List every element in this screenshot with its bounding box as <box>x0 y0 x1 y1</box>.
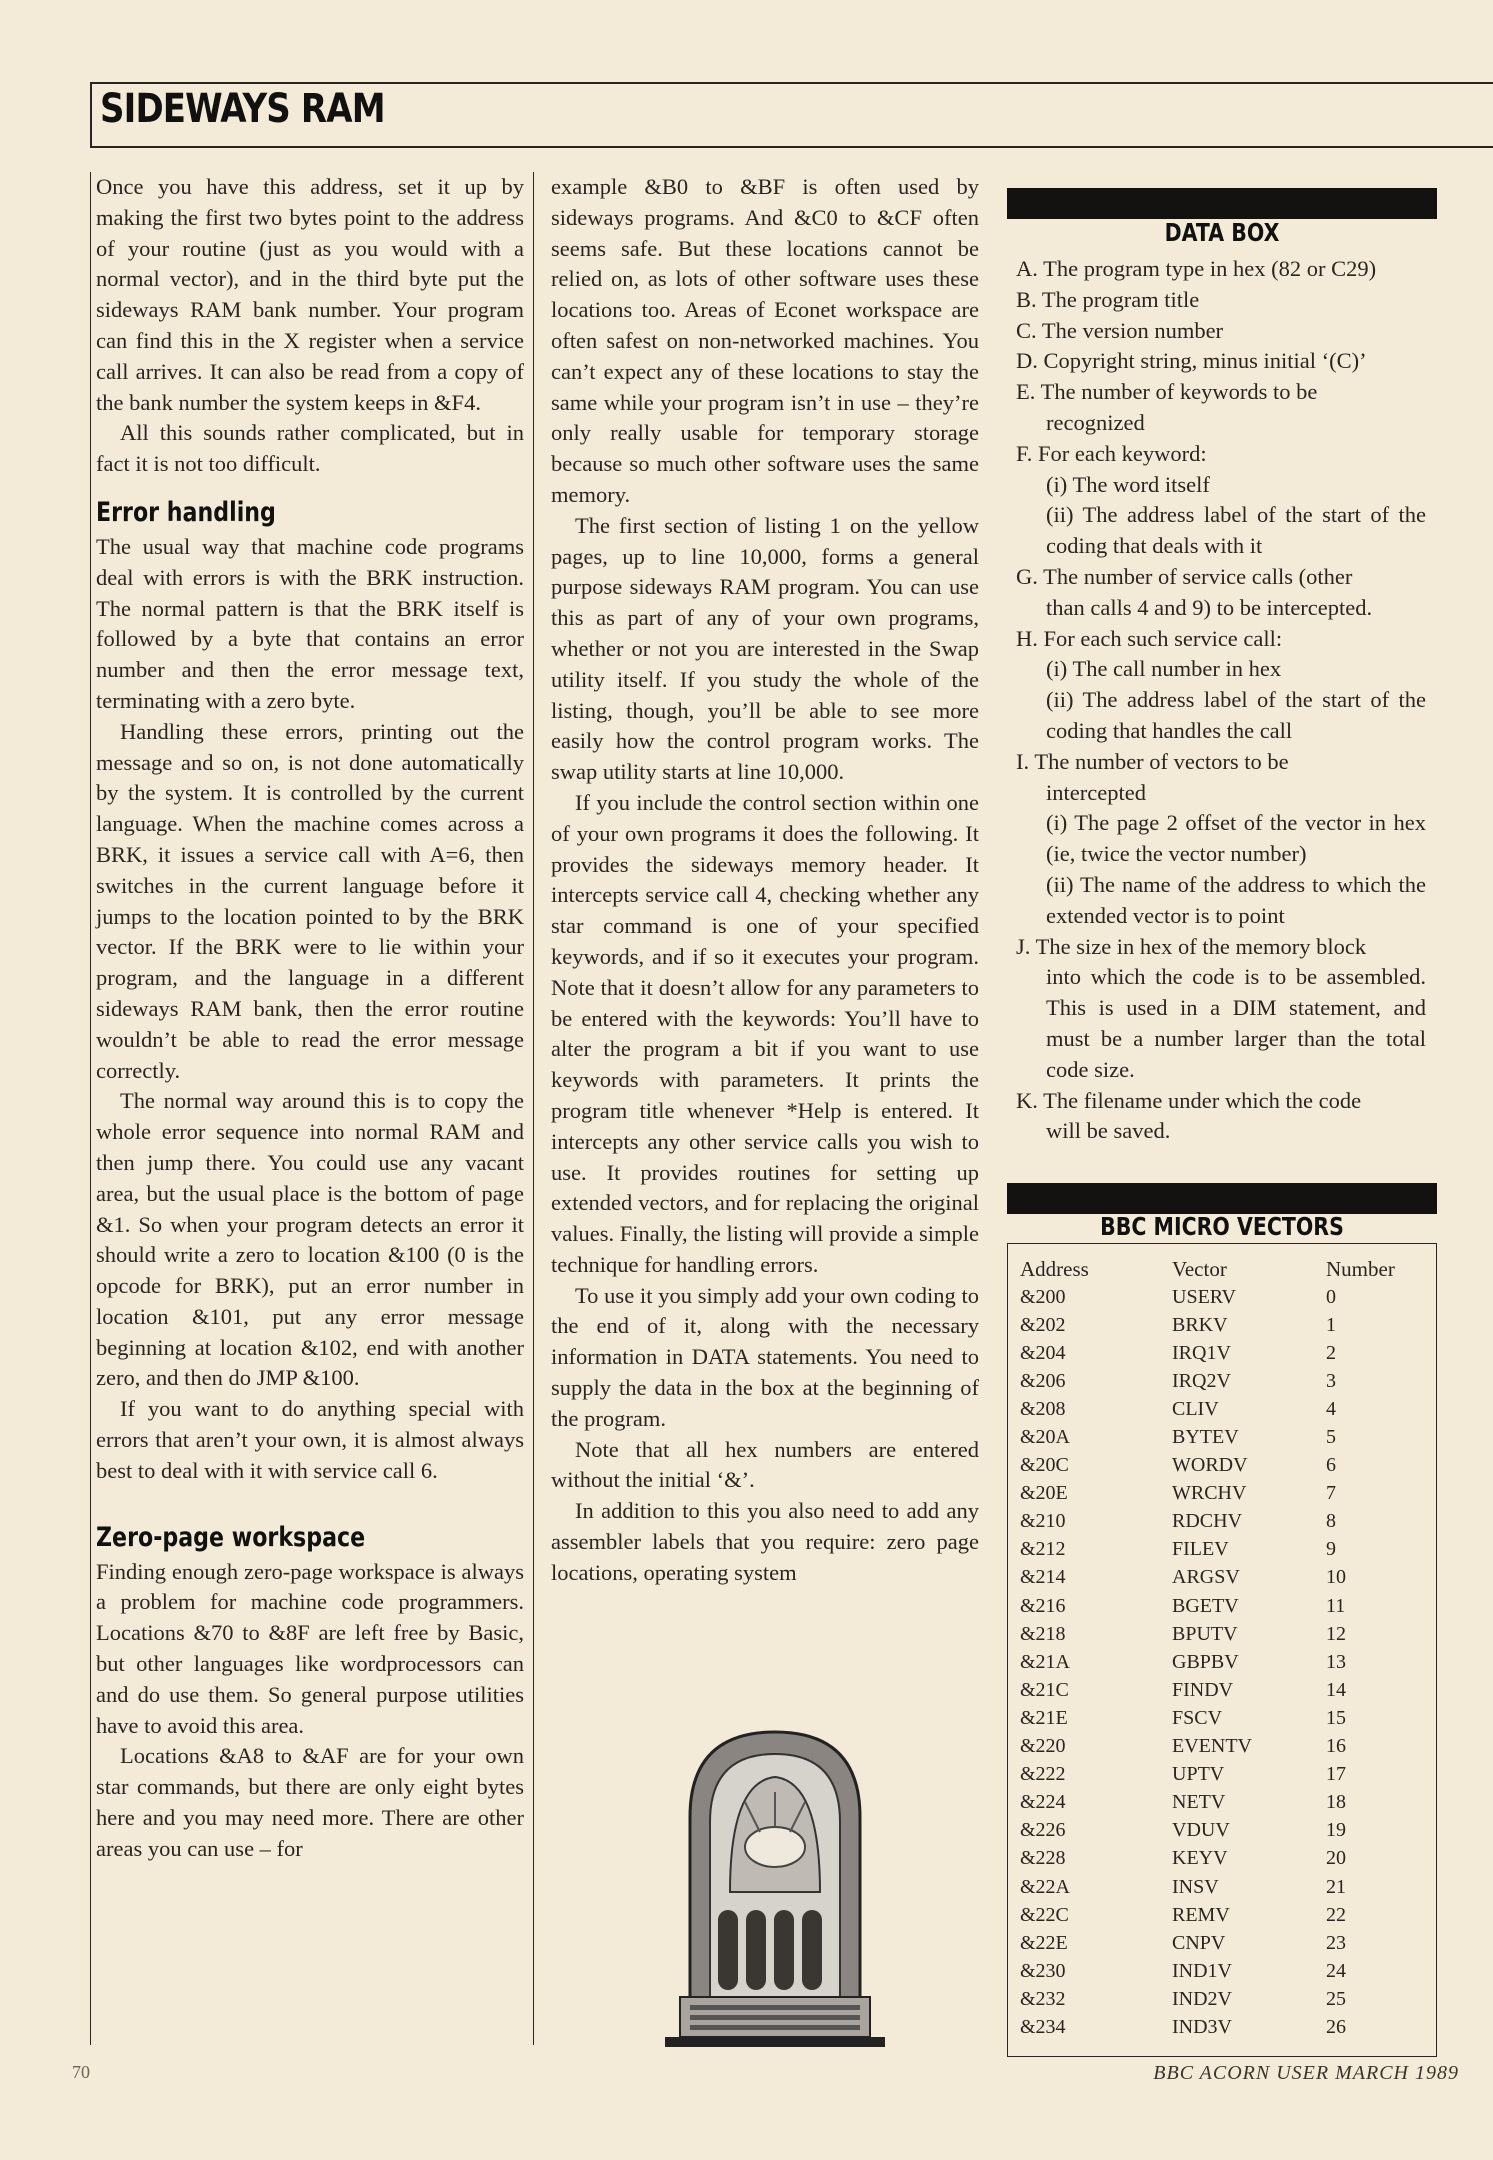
vector-number: 8 <box>1326 1510 1336 1533</box>
databox-item-f-i: (i) The word itself <box>1046 471 1210 497</box>
vector-row <box>1020 1957 1420 1985</box>
vector-number: 5 <box>1326 1426 1336 1449</box>
vector-name: IRQ1V <box>1172 1341 1231 1364</box>
vector-address: &230 <box>1020 1959 1066 1982</box>
vector-row <box>1020 1592 1420 1620</box>
vector-number: 22 <box>1326 1903 1346 1926</box>
vector-number: 14 <box>1326 1678 1346 1701</box>
vector-address: &214 <box>1020 1566 1066 1589</box>
vector-number: 23 <box>1326 1931 1346 1954</box>
jukebox-illustration <box>660 1722 890 2052</box>
vector-number: 16 <box>1326 1735 1346 1758</box>
vector-address: &21E <box>1020 1706 1068 1729</box>
vector-address: &200 <box>1020 1285 1066 1308</box>
header-number: Number <box>1326 1256 1395 1281</box>
vector-address: &232 <box>1020 1987 1066 2010</box>
vector-name: RDCHV <box>1172 1510 1243 1533</box>
paragraph: To use it you simply add your own coding to the end of it, along with the necessary information in DATA statements. You need to supply the data in the box at the beginning of the program. <box>551 1282 979 1431</box>
page-number: 70 <box>72 2062 90 2082</box>
databox-item-g: G. The number of service calls (other <box>1016 563 1353 589</box>
databox-heading: DATA BOX <box>1164 218 1280 247</box>
vector-row <box>1020 1283 1420 1311</box>
vector-address: &21A <box>1020 1650 1070 1673</box>
vector-number: 3 <box>1326 1369 1336 1392</box>
vectors-header-row <box>1020 1255 1420 1283</box>
databox-item-j: J. The size in hex of the memory block <box>1016 933 1367 959</box>
vector-address: &22A <box>1020 1875 1070 1898</box>
publication-footer: BBC ACORN USER MARCH 1989 <box>1153 2062 1459 2084</box>
databox-item-h-ii: (ii) The address label of the start of the coding that handles the call <box>1046 687 1426 743</box>
databox-item-k: K. The filename under which the code <box>1016 1087 1362 1113</box>
vector-name: USERV <box>1172 1285 1236 1308</box>
vector-number: 25 <box>1326 1987 1346 2010</box>
vector-row <box>1020 1452 1420 1480</box>
vector-row <box>1020 1536 1420 1564</box>
vector-address: &226 <box>1020 1819 1066 1842</box>
header-side-bar <box>90 82 92 148</box>
vector-name: GBPBV <box>1172 1650 1239 1673</box>
vector-name: CLIV <box>1172 1397 1219 1420</box>
vector-row <box>1020 1367 1420 1395</box>
databox-item-k-cont: will be saved. <box>1046 1118 1171 1144</box>
column-1 <box>96 172 524 1865</box>
vector-name: NETV <box>1172 1791 1226 1814</box>
vector-row <box>1020 1395 1420 1423</box>
databox-item-i-cont: intercepted <box>1046 779 1146 805</box>
databox-item-h: H. For each such service call: <box>1016 625 1283 651</box>
vector-row <box>1020 1901 1420 1929</box>
vector-number: 9 <box>1326 1538 1336 1561</box>
databox-item-c: C. The version number <box>1016 317 1224 343</box>
vector-name: KEYV <box>1172 1847 1228 1870</box>
vector-row <box>1020 1508 1420 1536</box>
vector-address: &208 <box>1020 1397 1066 1420</box>
paragraph: example &B0 to &BF is often used by sideways programs. And &C0 to &CF often seems safe. But these locations cannot be relied on, as lots of other software uses these locations too. Areas of Econet workspace are often safest on non-networked machines. You can’t expect any of these locations to stay the same while your program isn’t in use – they’re only really usable for temporary storage because so much other software uses the same memory. <box>551 174 979 507</box>
vector-name: BYTEV <box>1172 1426 1239 1449</box>
vector-address: &20E <box>1020 1482 1068 1505</box>
databox-item-j-cont: into which the code is to be assembled. This is used in a DIM statement, and must be a number larger than the total code size. <box>1046 964 1426 1082</box>
databox-item-f: F. For each keyword: <box>1016 440 1207 466</box>
databox-bar <box>1007 188 1437 219</box>
paragraph: Locations &A8 to &AF are for your own star commands, but there are only eight bytes here and you may need more. There are other areas you can use – for <box>96 1743 524 1861</box>
column-2 <box>551 172 979 1589</box>
databox-item-e-cont: recognized <box>1046 409 1145 435</box>
paragraph: If you want to do anything special with errors that aren’t your own, it is almost always best to deal with it with service call 6. <box>96 1396 524 1483</box>
vector-name: IND1V <box>1172 1959 1232 1982</box>
paragraph: Finding enough zero-page workspace is always a problem for machine code programmers. Locations &70 to &8F are left free by Basic, but other languages like wordprocessors can and do use them. So general purpose utilities have to avoid this area. <box>96 1558 524 1738</box>
vector-name: BGETV <box>1172 1594 1239 1617</box>
vector-address: &224 <box>1020 1791 1066 1814</box>
paragraph: All this sounds rather complicated, but in fact it is not too difficult. <box>96 420 524 477</box>
section-heading-error-handling: Error handling <box>96 496 276 528</box>
vector-number: 24 <box>1326 1959 1346 1982</box>
header-address: Address <box>1020 1256 1089 1281</box>
databox-item-b: B. The program title <box>1016 286 1200 312</box>
vector-address: &22C <box>1020 1903 1069 1926</box>
databox-item-e: E. The number of keywords to be <box>1016 379 1318 405</box>
vector-row <box>1020 1789 1420 1817</box>
vectors-heading: BBC MICRO VECTORS <box>1100 1212 1344 1241</box>
vector-name: IND3V <box>1172 2015 1232 2038</box>
vector-row <box>1020 1929 1420 1957</box>
vector-row <box>1020 1845 1420 1873</box>
vector-row <box>1020 1620 1420 1648</box>
vector-number: 26 <box>1326 2015 1346 2038</box>
vector-number: 10 <box>1326 1566 1346 1589</box>
vector-row <box>1020 1704 1420 1732</box>
vector-name: CNPV <box>1172 1931 1226 1954</box>
vector-row <box>1020 1339 1420 1367</box>
vector-row <box>1020 1648 1420 1676</box>
vector-address: &21C <box>1020 1678 1069 1701</box>
vector-number: 12 <box>1326 1622 1346 1645</box>
vector-row <box>1020 2013 1420 2041</box>
vector-number: 15 <box>1326 1706 1346 1729</box>
vector-number: 21 <box>1326 1875 1346 1898</box>
vector-name: FINDV <box>1172 1678 1234 1701</box>
paragraph: Handling these errors, printing out the message and so on, is not done automatically by the system. It is controlled by the current language. When the machine comes across a BRK, it issues a service call with A=6, then switches in the current language before it jumps to the location pointed to by the BRK vector. If the BRK were to lie within your program, and the language in a different sideways RAM bank, then the error routine wouldn’t be able to read the error message correctly. <box>96 718 524 1083</box>
vector-number: 19 <box>1326 1819 1346 1842</box>
vector-address: &222 <box>1020 1763 1066 1786</box>
databox-item-i-i: (i) The page 2 offset of the vector in hex (ie, twice the vector number) <box>1046 810 1426 867</box>
paragraph: The normal way around this is to copy the whole error sequence into normal RAM and then jump there. You could use any vacant area, but the usual place is the bottom of page &1. So when your program detects an error it should write a zero to location &100 (0 is the opcode for BRK), put an error number in location &101, put any error message beginning at location &102, end with another zero, and then do JMP &100. <box>96 1088 524 1391</box>
vector-name: FSCV <box>1172 1706 1223 1729</box>
vector-number: 11 <box>1326 1594 1346 1617</box>
paragraph: In addition to this you also need to add any assembler labels that you require: zero page locations, operating system <box>551 1498 979 1585</box>
databox-item-i-ii: (ii) The name of the address to which the extended vector is to point <box>1046 871 1426 928</box>
vector-row <box>1020 1676 1420 1704</box>
vector-address: &22E <box>1020 1931 1068 1954</box>
vector-number: 0 <box>1326 1285 1336 1308</box>
vector-number: 6 <box>1326 1454 1336 1477</box>
vector-name: WORDV <box>1172 1454 1248 1477</box>
vectors-table <box>1020 1255 1420 2042</box>
header-rule-top <box>90 82 1493 84</box>
databox-item-h-i: (i) The call number in hex <box>1046 656 1282 682</box>
vectors-bar <box>1007 1183 1437 1214</box>
paragraph: The first section of listing 1 on the yellow pages, up to line 10,000, forms a general purpose sideways RAM program. You can use this as part of any of your own programs, whether or not you are interested in the Swap utility itself. If you study the whole of the listing, though, you’ll be able to see more easily how the control program works. The swap utility starts at line 10,000. <box>551 512 979 785</box>
vector-row <box>1020 1873 1420 1901</box>
vector-number: 17 <box>1326 1763 1346 1786</box>
vector-number: 2 <box>1326 1341 1336 1364</box>
vector-row <box>1020 1733 1420 1761</box>
databox <box>1016 254 1426 1147</box>
paragraph: If you include the control section within one of your own programs it does the following. It provides the sideways memory header. It intercepts service call 4, checking whether any star command is one of your specified keywords, and if so it executes your program. Note that it doesn’t allow for any parameters to be entered with the keywords: You’ll have to alter the program a bit if you want to use keywords with parameters. It prints the program title whenever *Help is entered. It intercepts any other service calls you wish to use. It provides routines for setting up extended vectors, and for replacing the original values. Finally, the listing will provide a simple technique for handling errors. <box>551 789 979 1277</box>
vector-number: 13 <box>1326 1650 1346 1673</box>
vector-address: &202 <box>1020 1313 1066 1336</box>
databox-item-a: A. The program type in hex (82 or C29) <box>1016 256 1377 281</box>
vector-number: 20 <box>1326 1847 1346 1870</box>
paragraph: Once you have this address, set it up by making the first two bytes point to the address of your routine (just as you would with a normal vector), and in the third byte put the sideways RAM bank number. Your program can find this in the X register when a service call arrives. It can also be read from a copy of the bank number the system keeps in &F4. <box>96 174 524 415</box>
vector-name: REMV <box>1172 1903 1230 1926</box>
vector-name: BPUTV <box>1172 1622 1238 1645</box>
vector-name: IRQ2V <box>1172 1369 1231 1392</box>
vector-name: VDUV <box>1172 1819 1230 1842</box>
column1-left-rule <box>90 172 91 2045</box>
vector-name: ARGSV <box>1172 1566 1240 1589</box>
databox-item-g-cont: than calls 4 and 9) to be intercepted. <box>1046 594 1373 620</box>
vector-address: &234 <box>1020 2015 1066 2038</box>
paragraph: Note that all hex numbers are entered without the initial ‘&’. <box>551 1436 979 1493</box>
vector-number: 18 <box>1326 1791 1346 1814</box>
paragraph: The usual way that machine code programs deal with errors is with the BRK instruction. The normal pattern is that the BRK itself is followed by a byte that contains an error number and then the error message text, terminating with a zero byte. <box>96 533 524 713</box>
section-heading-zero-page: Zero-page workspace <box>96 1521 366 1553</box>
vector-address: &212 <box>1020 1538 1066 1561</box>
vector-row <box>1020 1817 1420 1845</box>
vector-address: &20C <box>1020 1454 1069 1477</box>
vector-address: &210 <box>1020 1510 1066 1533</box>
header-rule-bottom <box>90 146 1493 148</box>
databox-item-d: D. Copyright string, minus initial ‘(C)’ <box>1016 348 1367 374</box>
vector-name: UPTV <box>1172 1763 1225 1786</box>
vector-row <box>1020 1480 1420 1508</box>
vector-address: &206 <box>1020 1369 1066 1392</box>
vector-row <box>1020 1761 1420 1789</box>
page-title: SIDEWAYS RAM <box>100 86 385 132</box>
vector-address: &216 <box>1020 1594 1066 1617</box>
databox-item-i: I. The number of vectors to be <box>1016 748 1289 774</box>
vector-address: &220 <box>1020 1735 1066 1758</box>
vector-row <box>1020 1311 1420 1339</box>
vector-address: &228 <box>1020 1847 1066 1870</box>
vector-name: BRKV <box>1172 1313 1228 1336</box>
header-vector: Vector <box>1172 1256 1227 1281</box>
vector-name: INSV <box>1172 1875 1219 1898</box>
vector-row <box>1020 1423 1420 1451</box>
vector-address: &218 <box>1020 1622 1066 1645</box>
vector-name: WRCHV <box>1172 1482 1247 1505</box>
vector-name: FILEV <box>1172 1538 1229 1561</box>
vector-name: IND2V <box>1172 1987 1232 2010</box>
column2-left-rule <box>533 172 534 2045</box>
vector-address: &20A <box>1020 1426 1070 1449</box>
databox-item-f-ii: (ii) The address label of the start of the coding that deals with it <box>1046 502 1426 559</box>
vector-number: 4 <box>1326 1397 1336 1420</box>
vector-address: &204 <box>1020 1341 1066 1364</box>
vector-name: EVENTV <box>1172 1735 1252 1758</box>
vector-row <box>1020 1985 1420 2013</box>
vector-row <box>1020 1564 1420 1592</box>
vector-number: 7 <box>1326 1482 1336 1505</box>
vector-number: 1 <box>1326 1313 1336 1336</box>
